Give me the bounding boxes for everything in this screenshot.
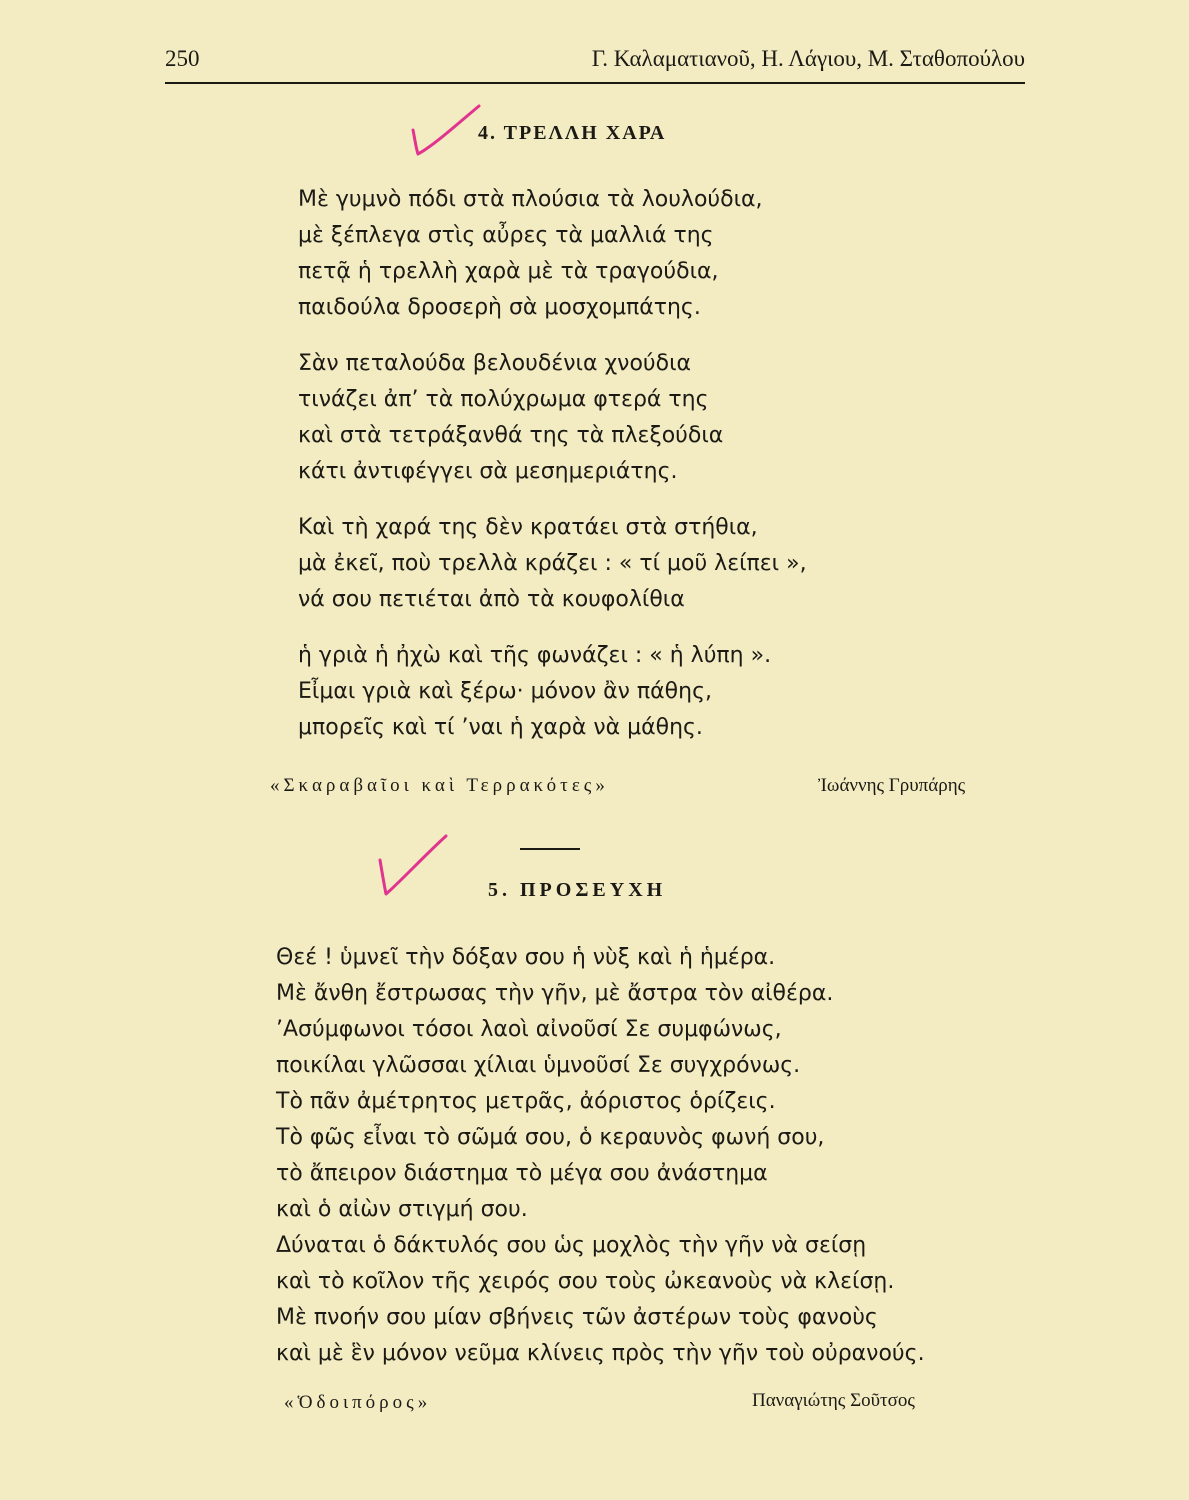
verse-line: μὲ ξέπλεγα στὶς αὖρες τὰ μαλλιά της	[298, 223, 714, 248]
stanza	[298, 510, 807, 618]
poem-source: «Σκαραβαῖοι καὶ Τερρακότες»	[270, 775, 609, 796]
poem-body	[276, 940, 925, 1372]
verse-line: καὶ τὸ κοῖλον τῆς χειρός σου τοὺς ὠκεανοὺς νὰ κλείσῃ.	[276, 1269, 895, 1294]
stanza	[276, 940, 925, 1372]
verse-line: κάτι ἀντιφέγγει σὰ μεσημεριάτης.	[298, 459, 678, 484]
poem-title: 5. ΠΡΟΣΕΥΧΗ	[488, 879, 667, 901]
verse-line: παιδούλα δροσερὴ σὰ μοσχομπάτης.	[298, 295, 701, 320]
handwritten-checkmark	[372, 830, 452, 900]
verse-line: Θεέ ! ὑμνεῖ τὴν δόξαν σου ἡ νὺξ καὶ ἡ ἡμέρα.	[276, 945, 776, 970]
header-rule	[165, 82, 1025, 84]
verse-line: μπορεῖς καὶ τί ’ναι ἡ χαρὰ νὰ μάθης.	[298, 715, 703, 740]
verse-line: Εἶμαι γριὰ καὶ ξέρω· μόνον ἂν πάθης,	[298, 679, 712, 704]
section-divider	[520, 848, 580, 850]
verse-line: Μὲ πνοήν σου μίαν σβήνεις τῶν ἀστέρων τοὺς φανοὺς	[276, 1305, 878, 1330]
verse-line: καὶ στὰ τετράξανθά της τὰ πλεξούδια	[298, 423, 724, 448]
poem-body	[298, 182, 807, 746]
stanza	[298, 346, 807, 490]
poem-author: Παναγιώτης Σοῦτσος	[752, 1390, 915, 1411]
verse-line: Μὲ γυμνὸ πόδι στὰ πλούσια τὰ λουλούδια,	[298, 187, 763, 212]
page-number: 250	[165, 46, 200, 71]
verse-line: Σὰν πεταλούδα βελουδένια χνούδια	[298, 351, 692, 376]
verse-line: τινάζει ἀπ’ τὰ πολύχρωμα φτερά της	[298, 387, 709, 412]
running-head	[165, 46, 1025, 82]
verse-line: Καὶ τὴ χαρά της δὲν κρατάει στὰ στήθια,	[298, 515, 758, 540]
verse-line: μὰ ἐκεῖ, ποὺ τρελλὰ κράζει : « τί μοῦ λείπει »,	[298, 551, 807, 576]
handwritten-checkmark	[405, 100, 485, 160]
verse-line: τὸ ἄπειρον διάστημα τὸ μέγα σου ἀνάστημα	[276, 1161, 768, 1186]
verse-line: ποικίλαι γλῶσσαι χίλιαι ὑμνοῦσί Σε συγχρόνως.	[276, 1053, 801, 1078]
verse-line: καὶ μὲ ἓν μόνον νεῦμα κλίνεις πρὸς τὴν γῆν τοὺ οὐρανούς.	[276, 1341, 925, 1366]
verse-line: πετᾷ ἡ τρελλὴ χαρὰ μὲ τὰ τραγούδια,	[298, 259, 719, 284]
verse-line: Τὸ φῶς εἶναι τὸ σῶμά σου, ὁ κεραυνὸς φωνή σου,	[276, 1125, 825, 1150]
verse-line: Δύναται ὁ δάκτυλός σου ὡς μοχλὸς τὴν γῆν νὰ σείσῃ	[276, 1233, 867, 1258]
poem-title: 4. ΤΡΕΛΛΗ ΧΑΡΑ	[478, 122, 667, 144]
poem-source: «Ὁδοιπόρος»	[284, 1392, 432, 1413]
stanza	[298, 182, 807, 326]
stanza	[298, 638, 807, 746]
poem-author: Ἰωάννης Γρυπάρης	[818, 775, 966, 796]
running-head-authors: Γ. Καλαματιανοῦ, Η. Λάγιου, Μ. Σταθοπούλου	[591, 46, 1025, 71]
verse-line: Μὲ ἄνθη ἔστρωσας τὴν γῆν, μὲ ἄστρα τὸν αἰθέρα.	[276, 981, 834, 1006]
verse-line: ἡ γριὰ ἡ ἠχὼ καὶ τῆς φωνάζει : « ἡ λύπη ».	[298, 643, 772, 668]
verse-line: ’Ασύμφωνοι τόσοι λαοὶ αἰνοῦσί Σε συμφώνως,	[276, 1017, 782, 1042]
verse-line: νά σου πετιέται ἀπὸ τὰ κουφολίθια	[298, 587, 685, 612]
verse-line: καὶ ὁ αἰὼν στιγμή σου.	[276, 1197, 528, 1222]
verse-line: Τὸ πᾶν ἀμέτρητος μετρᾶς, ἀόριστος ὁρίζεις.	[276, 1089, 776, 1114]
